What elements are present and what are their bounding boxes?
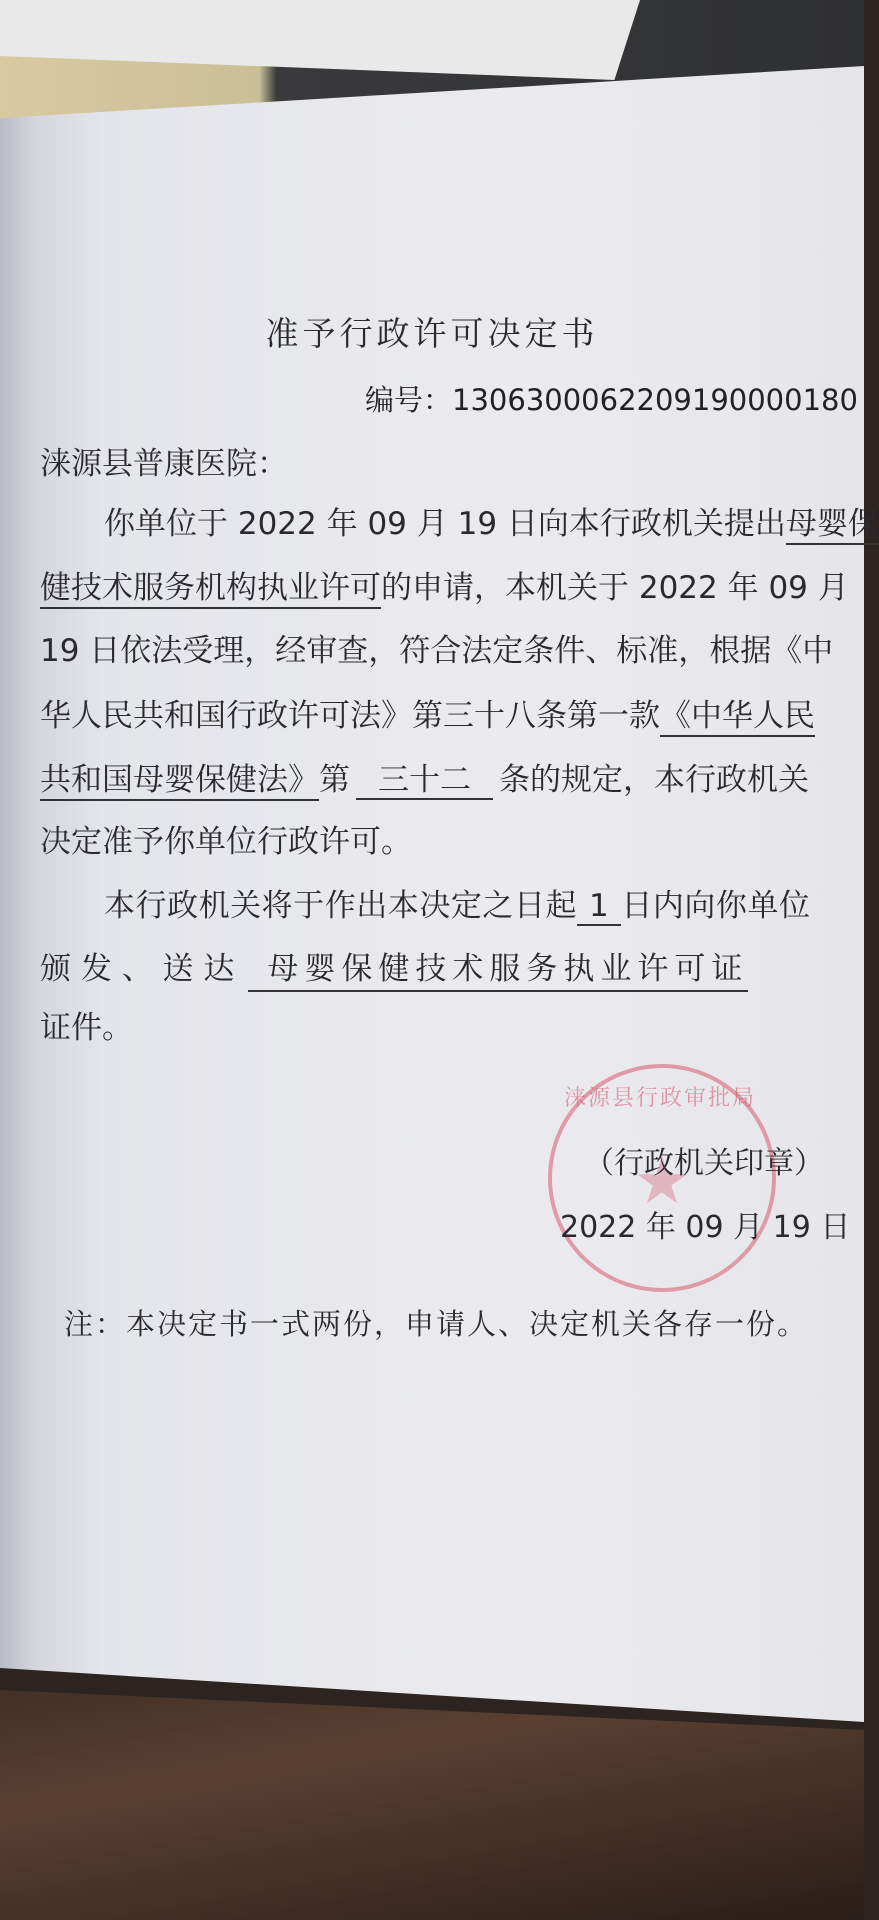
underlined-text: 《中华人民 [660,698,815,737]
paragraph-2-line-3: 证件。 [40,1010,133,1046]
text: 条的规定，本行政机关 [499,762,809,798]
text: 第 [319,762,350,798]
paragraph-1-line-4 [40,696,815,736]
paragraph-2-line-2 [40,949,810,992]
seal-text: 涞源县行政审批局 [563,1086,756,1111]
footnote: 注：本决定书一式两份，申请人、决定机关各存一份。 [64,1307,809,1341]
days-value: 1 [577,888,621,926]
text: 你单位于 2022 年 09 月 19 日向本行政机关提出 [104,506,786,542]
paragraph-1-line-5 [40,760,810,800]
paragraph-2-line-1 [104,886,810,926]
issue-date: 2022 年 09 月 19 日 [560,1210,851,1245]
salutation: 涞源县普康医院： [40,446,288,482]
paragraph-1-line-1 [104,504,879,544]
underlined-text: 母婴保 [786,506,879,545]
text: 颁 发 、 送 达 [40,951,235,987]
document-number-value: 13063000622091900001​80 [452,383,858,417]
text: 的申请，本机关于 2022 年 09 月 [381,570,849,606]
text: 日内向你单位 [620,888,810,924]
underlined-text: 共和国母婴保健法》 [40,762,319,801]
document-number [365,378,858,419]
paragraph-1-line-2 [40,568,849,608]
document-title: 准予行政许可决定书 [265,314,599,353]
paragraph-1-line-6: 决定准予你单位行政许可。 [40,824,412,860]
text: 华人民共和国行政许可法》第三十八条第一款 [40,698,660,734]
document-number-label: 编号： [365,383,453,417]
underlined-text: 健技术服务机构执业许可 [40,570,381,609]
certificate-name: 母婴保健技术服务执业许可证 [248,949,748,992]
paragraph-1-line-3: 19 日依法受理，经审查，符合法定条件、标准，根据《中 [40,633,834,669]
article-number: 三十二 [356,762,493,800]
seal-label: （行政机关印章） [584,1146,824,1181]
text: 本行政机关将于作出本决定之日起 [104,888,578,924]
